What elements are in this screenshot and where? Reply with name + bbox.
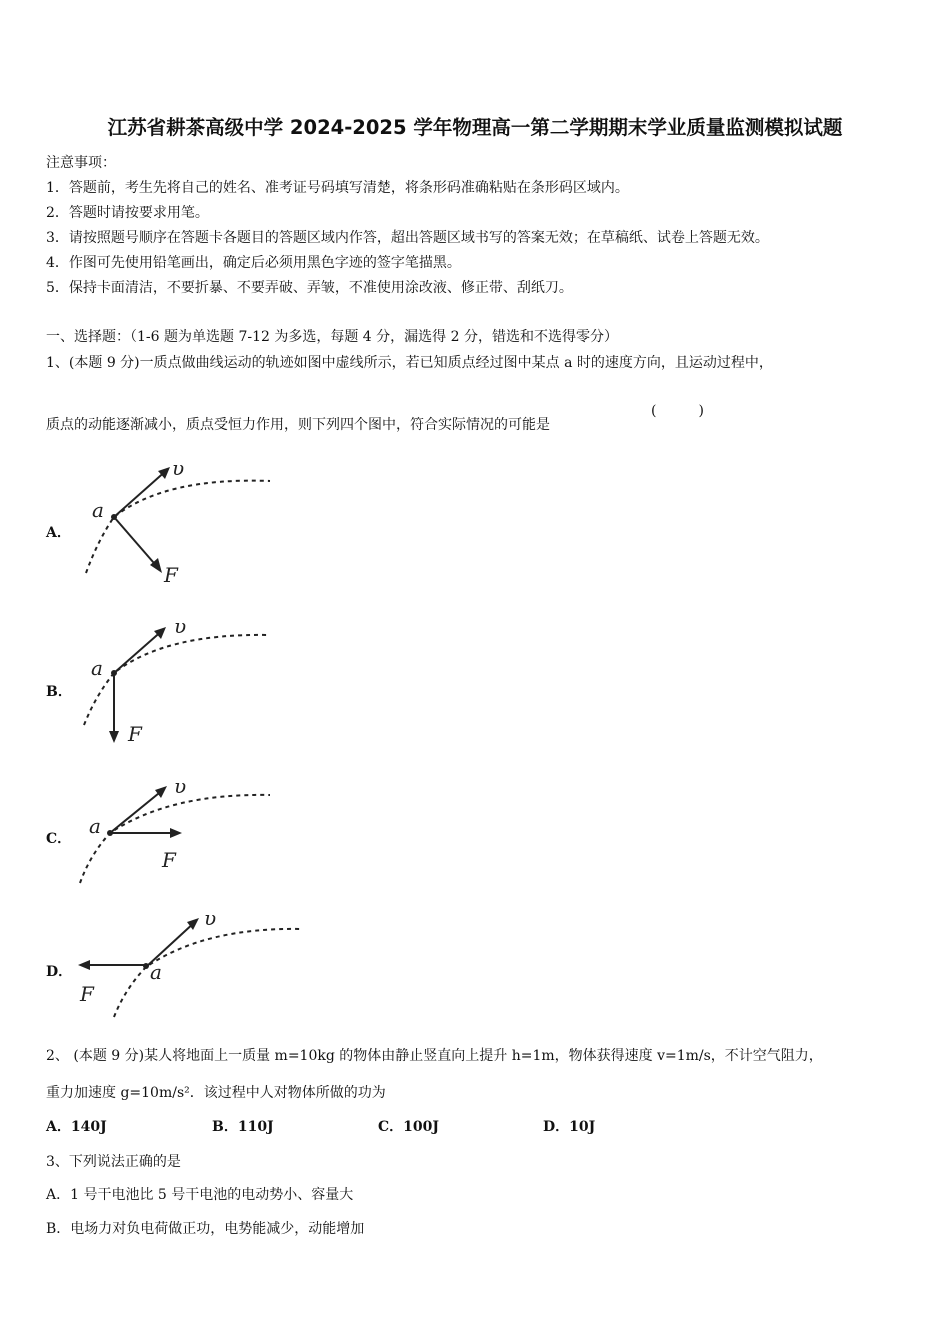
force-label: F bbox=[164, 563, 178, 587]
velocity-arrowhead bbox=[155, 786, 167, 798]
q2-option-a[interactable]: A．140J bbox=[46, 1119, 107, 1135]
q2-option-b[interactable]: B．110J bbox=[212, 1119, 274, 1135]
point-dot bbox=[143, 963, 149, 969]
q3-option-a[interactable]: A．1 号干电池比 5 号干电池的电动势小、容量大 bbox=[46, 1187, 354, 1203]
q1-option-d-figure bbox=[70, 905, 310, 1025]
force-label: F bbox=[128, 722, 142, 746]
velocity-label: υ bbox=[204, 906, 217, 930]
q2-stem-line1: 2、 (本题 9 分)某人将地面上一质量 m=10kg 的物体由静止竖直向上提升 h=1m，物体获得速度 v=1m/s，不计空气阻力， bbox=[46, 1048, 823, 1064]
force-arrow bbox=[114, 517, 160, 570]
q2-option-c[interactable]: C．100J bbox=[378, 1119, 439, 1135]
q3-stem: 3、下列说法正确的是 bbox=[46, 1154, 181, 1170]
point-label: a bbox=[150, 960, 162, 984]
point-label: a bbox=[91, 656, 103, 680]
notice-item-5: 5．保持卡面清洁，不要折暴、不要弄破、弄皱，不准使用涂改液、修正带、刮纸刀。 bbox=[46, 280, 573, 296]
q1-option-b-label[interactable]: B． bbox=[46, 684, 72, 700]
notice-heading: 注意事项： bbox=[46, 155, 116, 171]
point-label: a bbox=[89, 814, 101, 838]
q1-option-c-figure bbox=[70, 775, 290, 890]
q1-option-d-label[interactable]: D． bbox=[46, 964, 73, 980]
trajectory-curve bbox=[86, 481, 270, 573]
section-heading: 一、选择题：（1-6 题为单选题 7-12 为多选，每题 4 分，漏选得 2 分，错选和不选得零分） bbox=[46, 329, 618, 345]
page-title: 江苏省耕茶高级中学 2024-2025 学年物理高一第二学期期末学业质量监测模拟试题 bbox=[107, 116, 843, 139]
force-arrowhead bbox=[78, 960, 90, 970]
q1-option-c-label[interactable]: C． bbox=[46, 831, 72, 847]
q1-option-b-figure bbox=[70, 615, 290, 750]
velocity-arrow bbox=[110, 789, 164, 833]
answer-paren: ( ) bbox=[651, 403, 704, 419]
force-arrowhead bbox=[109, 731, 119, 743]
velocity-label: υ bbox=[174, 775, 187, 798]
notice-item-4: 4．作图可先使用铅笔画出，确定后必须用黑色字迹的签字笔描黑。 bbox=[46, 255, 461, 271]
q1-stem-line2: 质点的动能逐渐减小，质点受恒力作用，则下列四个图中，符合实际情况的可能是 bbox=[46, 417, 550, 433]
force-label: F bbox=[162, 848, 176, 872]
notice-item-1: 1．答题前，考生先将自己的姓名、准考证号码填写清楚，将条形码准确粘贴在条形码区域内。 bbox=[46, 180, 629, 196]
trajectory-curve bbox=[114, 929, 302, 1017]
point-label: a bbox=[92, 498, 104, 522]
q1-option-a-figure bbox=[70, 455, 290, 590]
q1-option-a-label[interactable]: A． bbox=[46, 525, 71, 541]
notice-item-3: 3．请按照题号顺序在答题卡各题目的答题区域内作答，超出答题区域书写的答案无效；在草稿纸、试卷上答题无效。 bbox=[46, 230, 769, 246]
trajectory-curve bbox=[84, 635, 270, 725]
q2-option-d[interactable]: D．10J bbox=[543, 1119, 596, 1135]
point-dot bbox=[111, 514, 117, 520]
q1-stem-line1: 1、(本题 9 分)一质点做曲线运动的轨迹如图中虚线所示，若已知质点经过图中某点 a 时的速度方向，且运动过程中， bbox=[46, 355, 773, 371]
notice-item-2: 2．答题时请按要求用笔。 bbox=[46, 205, 209, 221]
force-label: F bbox=[80, 982, 94, 1006]
force-arrowhead bbox=[170, 828, 182, 838]
velocity-label: υ bbox=[172, 456, 185, 480]
q2-stem-line2: 重力加速度 g=10m/s²．该过程中人对物体所做的功为 bbox=[46, 1085, 386, 1101]
q3-option-b[interactable]: B．电场力对负电荷做正功，电势能减少，动能增加 bbox=[46, 1221, 365, 1237]
velocity-arrow bbox=[114, 629, 164, 673]
point-dot bbox=[107, 830, 113, 836]
velocity-label: υ bbox=[174, 615, 187, 638]
point-dot bbox=[111, 670, 117, 676]
